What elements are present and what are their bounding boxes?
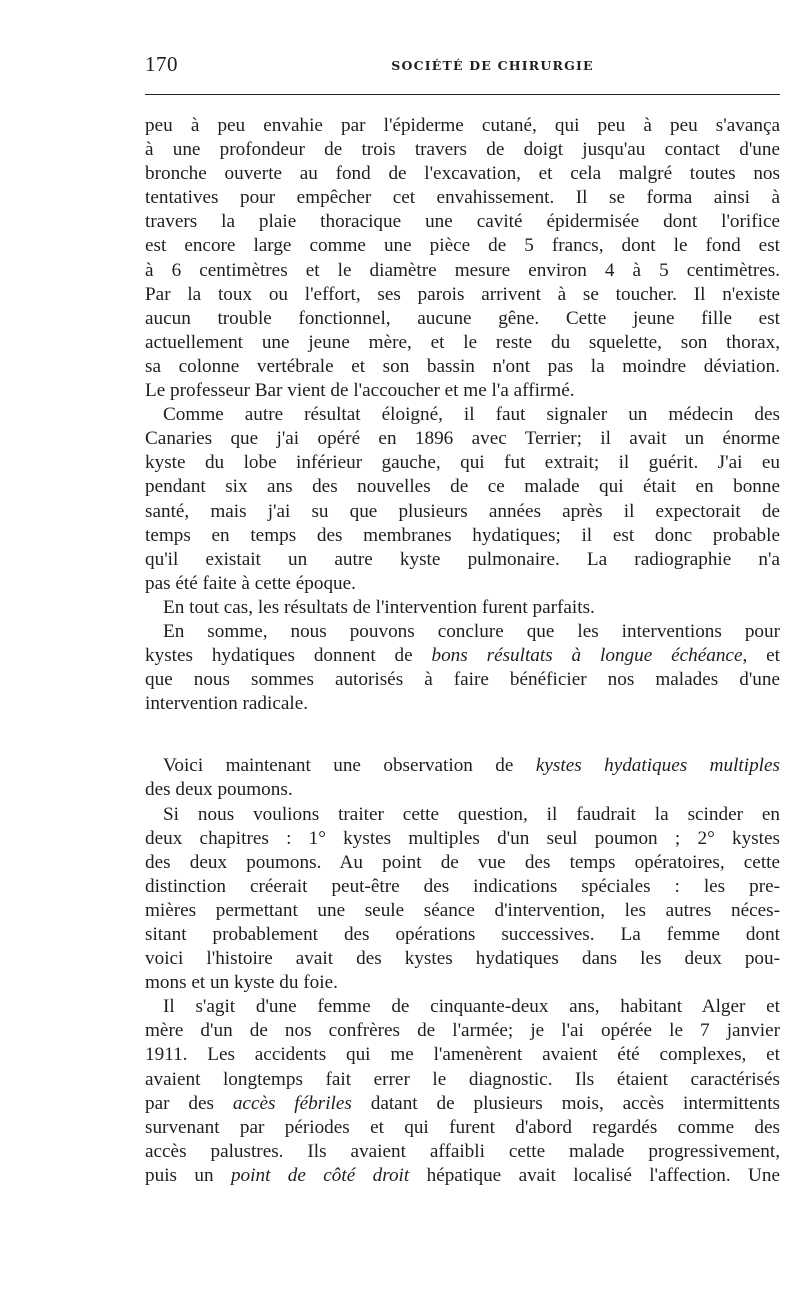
text-line: aucun trouble fonctionnel, aucune gêne. Cette jeune fille est (145, 307, 780, 329)
paragraph (145, 114, 780, 403)
text-line: accès palustres. Ils avaient affaibli cette malade progressivement, (145, 1140, 780, 1162)
text-line: survenant par périodes et qui furent d'abord regardés comme des (145, 1116, 780, 1138)
text-line: deux chapitres : 1° kystes multiples d'un seul poumon ; 2° kystes (145, 827, 780, 849)
text-line: à 6 centimètres et le diamètre mesure environ 4 à 5 centimètres. (145, 259, 780, 281)
text-line: En somme, nous pouvons conclure que les interventions pour (163, 620, 780, 642)
text-line: des deux poumons. Au point de vue des temps opératoires, cette (145, 851, 780, 873)
text-line: Si nous voulions traiter cette question, il faudrait la scinder en (163, 803, 780, 825)
text-line: avaient longtemps fait errer le diagnostic. Ils étaient caractérisés (145, 1068, 780, 1090)
text-line: qu'il existait un autre kyste pulmonaire. La radiographie n'a (145, 548, 780, 570)
text-line: En tout cas, les résultats de l'intervention furent parfaits. (163, 596, 595, 618)
running-head: SOCIÉTÉ DE CHIRURGIE (391, 58, 594, 73)
body-text (145, 114, 780, 1188)
text-line: Il s'agit d'une femme de cinquante-deux ans, habitant Alger et (163, 996, 780, 1018)
text-line: voici l'histoire avait des kystes hydatiques dans les deux pou- (145, 948, 780, 970)
text-line: bronche ouverte au fond de l'excavation, et cela malgré toutes nos (145, 163, 780, 185)
text-line: kystes hydatiques donnent de bons résultats à longue échéance, et (145, 645, 780, 667)
text-line: distinction créerait peut-être des indications spéciales : les pre- (145, 875, 780, 897)
text-line: puis un point de côté droit hépatique avait localisé l'affection. Une (145, 1164, 780, 1186)
text-line: des deux poumons. (145, 779, 293, 801)
text-line: Voici maintenant une observation de kystes hydatiques multiples (163, 755, 780, 777)
text-line: pas été faite à cette époque. (145, 572, 356, 594)
text-line: que nous sommes autorisés à faire bénéficier nos malades d'une (145, 669, 780, 691)
text-line: mère d'un de nos confrères de l'armée; je l'ai opérée le 7 janvier (145, 1020, 780, 1042)
text-line: mières permettant une seule séance d'intervention, les autres néces- (145, 899, 780, 921)
paragraph (145, 754, 780, 802)
text-line: pendant six ans des nouvelles de ce malade qui était en bonne (145, 476, 780, 498)
page-header (145, 52, 780, 82)
text-line: santé, mais j'ai su que plusieurs années après il expectorait de (145, 500, 780, 522)
text-line: 1911. Les accidents qui me l'amenèrent avaient été complexes, et (145, 1044, 780, 1066)
section-gap (145, 716, 780, 754)
paragraph (145, 596, 780, 620)
text-line: temps en temps des membranes hydatiques; il est donc probable (145, 524, 780, 546)
paragraph (145, 803, 780, 996)
text-line: travers la plaie thoracique une cavité épidermisée dont l'orifice (145, 211, 780, 233)
text-line: Comme autre résultat éloigné, il faut signaler un médecin des (163, 404, 780, 426)
paragraph (145, 403, 780, 596)
text-line: actuellement une jeune mère, et le reste du squelette, son thorax, (145, 331, 780, 353)
text-line: peu à peu envahie par l'épiderme cutané, qui peu à peu s'avança (145, 115, 780, 136)
text-line: est encore large comme une pièce de 5 francs, dont le fond est (145, 235, 780, 257)
text-line: Canaries que j'ai opéré en 1896 avec Terrier; il avait un énorme (145, 428, 780, 450)
text-line: Le professeur Bar vient de l'accoucher et me l'a affirmé. (145, 380, 575, 402)
italic-phrase: kystes hydatiques multiples (535, 755, 780, 777)
text-line: tentatives pour empêcher cet envahissement. Il se forma ainsi à (145, 187, 780, 209)
paragraph (145, 620, 780, 716)
document-page (145, 0, 780, 1289)
text-line: intervention radicale. (145, 693, 309, 715)
text-line: sa colonne vertébrale et son bassin n'ont pas la moindre déviation. (145, 355, 780, 377)
text-line: mons et un kyste du foie. (145, 972, 338, 994)
italic-phrase: point de côté droit (230, 1164, 410, 1186)
text-line: par des accès fébriles datant de plusieurs mois, accès intermittents (145, 1092, 781, 1114)
text-line: kyste du lobe inférieur gauche, qui fut extrait; il guérit. J'ai eu (145, 452, 780, 474)
italic-phrase: bons résultats à longue échéance (431, 645, 743, 667)
italic-phrase: accès fébriles (232, 1092, 352, 1114)
paragraph (145, 995, 780, 1188)
page-number: 170 (145, 52, 178, 76)
text-line: Par la toux ou l'effort, ses parois arrivent à se toucher. Il n'existe (145, 283, 780, 305)
text-line: sitant probablement des opérations successives. La femme dont (145, 924, 780, 945)
text-line: à une profondeur de trois travers de doigt jusqu'au contact d'une (145, 139, 780, 161)
header-rule (145, 94, 780, 95)
